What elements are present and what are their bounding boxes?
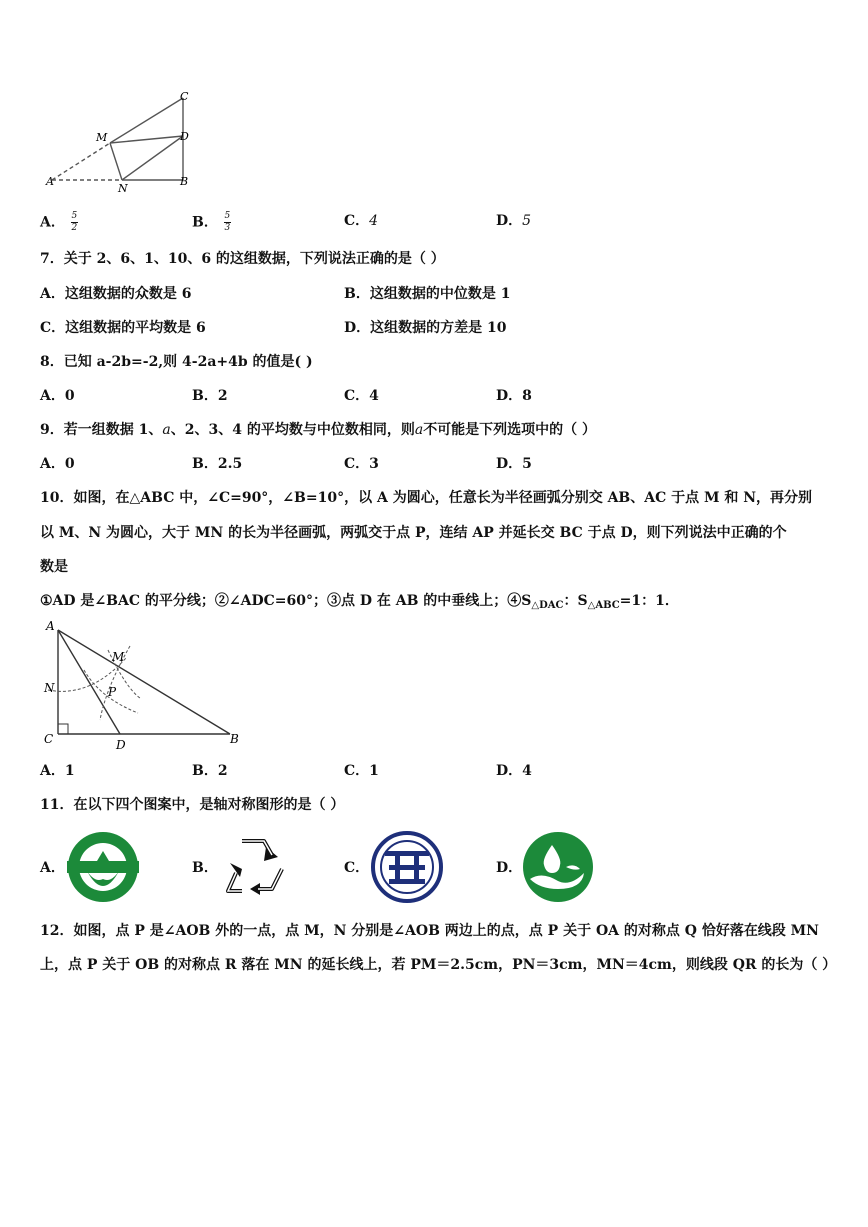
q11-option-a[interactable]: A． xyxy=(40,860,65,876)
q7-option-c[interactable]: C．这组数据的平均数是 6 xyxy=(40,320,206,336)
q10-statements: ①AD 是∠BAC 的平分线；②∠ADC=60°；③点 D 在 AB 的中垂线上；$④S_{\triangle DAC}$：$S_{\triangle ABC}=1$：1． xyxy=(40,593,679,611)
label-b: B xyxy=(230,732,239,746)
q11-option-b[interactable]: B． xyxy=(192,860,218,876)
q9-option-c[interactable]: C．3 xyxy=(344,456,379,472)
q6-option-c[interactable]: C．4 xyxy=(344,213,379,229)
label-m: M xyxy=(96,131,108,144)
fraction: $\frac{5}{3}$ xyxy=(224,211,231,233)
q7-option-b[interactable]: B．这组数据的中位数是 1 xyxy=(344,286,511,302)
q9-option-d[interactable]: D．5 xyxy=(496,456,532,472)
q9-stem: 9．若一组数据 1、a、2、3、4 的平均数与中位数相同，则a不可能是下列选项中的（ ） xyxy=(40,422,597,438)
q6-option-a[interactable]: A． $\frac{5}{2}$ xyxy=(40,211,78,233)
q9-option-a[interactable]: A．0 xyxy=(40,456,75,472)
label-d: D xyxy=(180,130,189,143)
label-m: M xyxy=(112,650,125,664)
q10-option-a[interactable]: A．1 xyxy=(40,763,75,779)
q8-option-a[interactable]: A．0 xyxy=(40,388,75,404)
q8-stem: 8．已知 a-2b=-2,则 4-2a+4b 的值是( ) xyxy=(40,354,313,370)
q11-stem: 11．在以下四个图案中，是轴对称图形的是（ ） xyxy=(40,797,345,813)
label-a: A xyxy=(46,175,54,188)
water-drop-logo-icon xyxy=(522,831,594,903)
label-n: N xyxy=(44,681,55,695)
q10-option-c[interactable]: C．1 xyxy=(344,763,379,779)
q8-option-c[interactable]: C．4 xyxy=(344,388,379,404)
variable-a: a xyxy=(414,422,424,438)
q10-stem-line2: 以 M、N 为圆心，大于 MN 的长为半径画弧，两弧交于点 P，连结 AP 并延长交 BC 于点 D，则下列说法中正确的个 xyxy=(40,525,787,541)
label-b: B xyxy=(180,175,189,188)
label-a: A xyxy=(46,619,55,633)
q7-option-d[interactable]: D．这组数据的方差是 10 xyxy=(344,320,507,336)
q10-stem-line1: 10．如图，在△ABC 中，∠C=90°，∠B=10°，以 A 为圆心，任意长为半径画弧分别交 AB、AC 于点 M 和 N，再分别 xyxy=(40,490,813,506)
q9-option-b[interactable]: B．2.5 xyxy=(192,456,243,472)
variable-a: a xyxy=(162,422,171,438)
fraction: $\frac{5}{2}$ xyxy=(71,211,78,233)
label-p: P xyxy=(108,685,117,699)
label-n: N xyxy=(118,182,128,195)
q8-option-b[interactable]: B．2 xyxy=(192,388,228,404)
subway-logo-icon xyxy=(371,831,443,903)
q12-stem-line1: 12．如图，点 P 是∠AOB 外的一点，点 M，N 分别是∠AOB 两边上的点，点 P 关于 OA 的对称点 Q 恰好落在线段 MN xyxy=(40,923,819,939)
q8-option-d[interactable]: D．8 xyxy=(496,388,532,404)
q10-stem-line3: 数是 xyxy=(40,559,68,575)
q10-option-d[interactable]: D．4 xyxy=(496,763,532,779)
green-food-logo-icon xyxy=(67,831,139,903)
label-c: C xyxy=(44,732,54,746)
q7-option-a[interactable]: A．这组数据的众数是 6 xyxy=(40,286,192,302)
q10-figure xyxy=(40,618,250,753)
q6-option-d[interactable]: D．5 xyxy=(496,213,532,229)
q6-figure xyxy=(40,88,200,198)
q10-option-b[interactable]: B．2 xyxy=(192,763,228,779)
q7-stem: 7．关于 2、6、1、10、6 的这组数据，下列说法正确的是（ ） xyxy=(40,251,445,267)
recycle-icon xyxy=(220,833,290,899)
q11-option-d[interactable]: D． xyxy=(496,860,523,876)
q12-stem-line2: 上，点 P 关于 OB 的对称点 R 落在 MN 的延长线上，若 PM＝2.5cm，PN＝3cm，MN＝4cm，则线段 QR 的长为（ ） xyxy=(40,957,837,973)
label-d: D xyxy=(116,738,126,752)
q6-option-b[interactable]: B． $\frac{5}{3}$ xyxy=(192,211,231,233)
q11-option-c[interactable]: C． xyxy=(344,860,370,876)
label-c: C xyxy=(180,90,189,103)
